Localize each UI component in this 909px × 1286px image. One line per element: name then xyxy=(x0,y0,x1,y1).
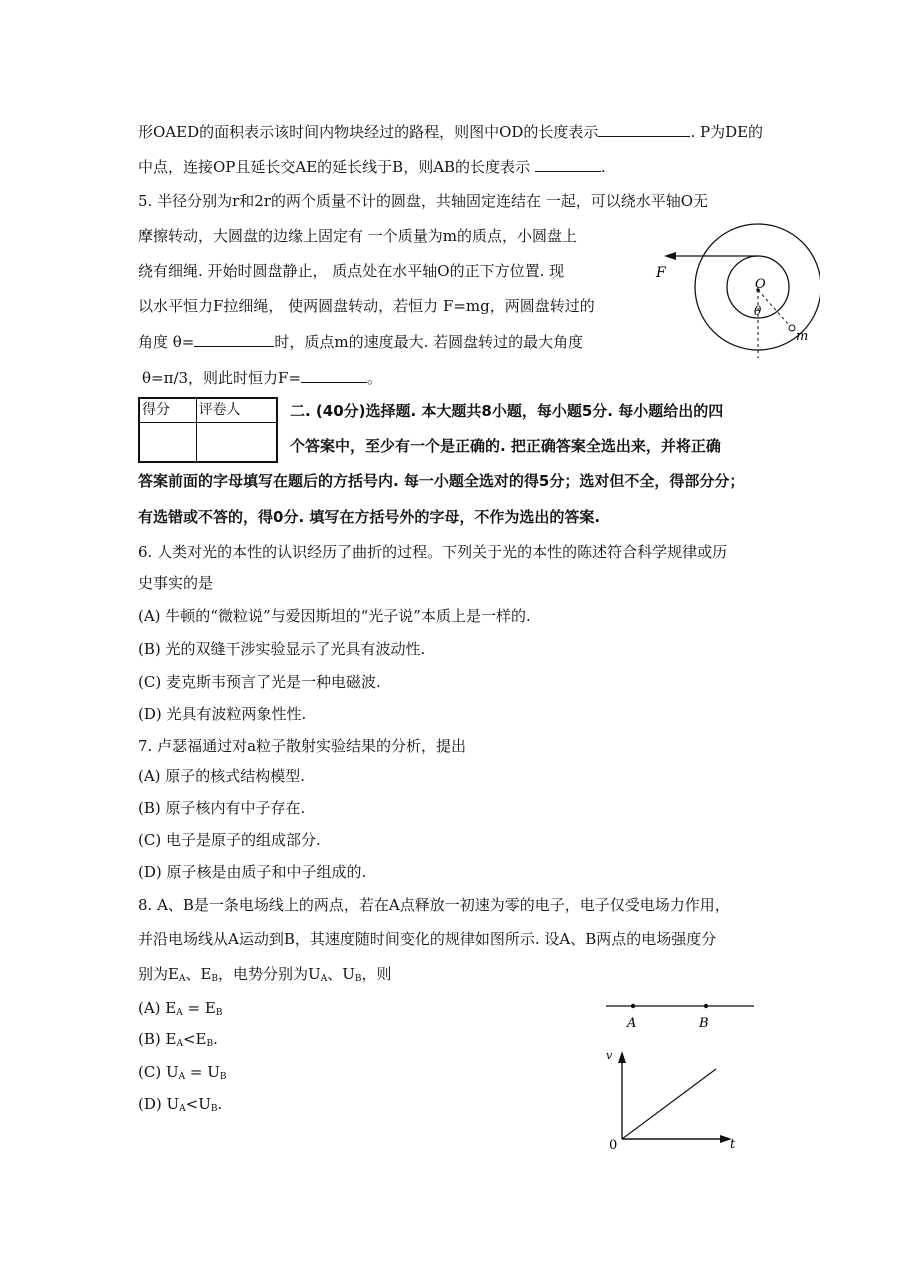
subscript-a: A xyxy=(176,1008,183,1018)
force-arrowhead xyxy=(664,252,676,260)
q8-option-d xyxy=(138,1095,222,1118)
q5-text: 。 xyxy=(367,369,383,387)
q8-text: ，电势分别为U xyxy=(218,965,321,983)
score-header: 得分 xyxy=(139,398,196,422)
q5-line-4: 以水平恒力F拉细绳， 使两圆盘转动，若恒力 F=mg，两圆盘转过的 xyxy=(138,297,595,315)
grader-cell[interactable] xyxy=(196,422,277,462)
label-F: F xyxy=(656,265,666,281)
section2-line-2: 个答案中，至少有一个是正确的. 把正确答案全选出来，并将正确 xyxy=(290,437,721,455)
q6-option-b: (B) 光的双缝干涉实验显示了光具有波动性. xyxy=(138,640,426,658)
point-A xyxy=(631,1004,635,1008)
label-O: O xyxy=(755,277,766,292)
q4-line-2 xyxy=(138,157,606,176)
q7-option-a: (A) 原子的核式结构模型. xyxy=(138,767,306,785)
q4-text: 形OAED的面积表示该时间内物块经过的路程，则图中OD的长度表示 xyxy=(138,123,599,141)
subscript-a: A xyxy=(179,1104,186,1114)
velocity-line xyxy=(622,1069,716,1139)
section2-line-3: 答案前面的字母填写在题后的方括号内. 每一小题全选对的得5分；选对但不全，得部分分； xyxy=(138,472,745,490)
label-B: B xyxy=(699,1016,709,1031)
score-table xyxy=(138,397,278,463)
q8-text: 别为E xyxy=(138,965,179,983)
score-cell[interactable] xyxy=(139,422,196,462)
q7-option-b: (B) 原子核内有中子存在. xyxy=(138,799,306,817)
section2-line-1: 二. (40分)选择题. 本大题共8小题，每小题5分. 每小题给出的四 xyxy=(290,402,724,420)
q8-text: (D) U xyxy=(138,1095,180,1113)
q5-line-6 xyxy=(142,368,382,387)
answer-blank[interactable] xyxy=(301,368,367,383)
label-v: v xyxy=(606,1049,613,1062)
q7-line-1: 7. 卢瑟福通过对a粒子散射实验结果的分析，提出 xyxy=(138,737,467,755)
label-A: A xyxy=(627,1016,637,1031)
q4-line-1 xyxy=(138,122,763,141)
q8-line-3 xyxy=(138,965,391,988)
subscript-a: A xyxy=(176,1039,183,1049)
q6-line-2: 史事实的是 xyxy=(138,574,214,592)
q8-text: (C) U xyxy=(138,1063,179,1081)
q5-text: θ=π/3，则此时恒力F= xyxy=(142,369,302,387)
subscript-a: A xyxy=(320,974,328,984)
q8-line-2: 并沿电场线从A运动到B，其速度随时间变化的规律如图所示. 设A、B两点的电场强度分 xyxy=(138,930,717,948)
answer-blank[interactable] xyxy=(598,122,690,137)
q7-option-d: (D) 原子核是由质子和中子组成的. xyxy=(138,863,367,881)
q8-text: <U xyxy=(185,1095,211,1113)
subscript-b: B xyxy=(206,1039,214,1049)
q4-text: 中点，连接OP且延长交AE的延长线于B，则AB的长度表示 xyxy=(138,158,531,176)
q8-text: 、U xyxy=(327,965,355,983)
subscript-b: B xyxy=(210,1104,218,1114)
q8-option-c xyxy=(138,1063,226,1086)
section2-line-4: 有选错或不答的，得0分. 填写在方括号外的字母，不作为选出的答案. xyxy=(138,508,601,526)
q7-option-c: (C) 电子是原子的组成部分. xyxy=(138,831,321,849)
q8-text: <E xyxy=(182,1030,207,1048)
q8-text: . xyxy=(217,1095,223,1113)
disc-figure xyxy=(650,215,820,360)
mass-point xyxy=(789,325,795,331)
q5-text: 时，质点m的速度最大. 若圆盘转过的最大角度 xyxy=(274,333,584,351)
label-theta: θ xyxy=(754,304,762,318)
v-axis-arrowhead xyxy=(618,1051,626,1063)
q8-option-b xyxy=(138,1030,218,1053)
q5-line-5 xyxy=(138,332,583,351)
subscript-b: B xyxy=(219,1072,227,1082)
subscript-a: A xyxy=(178,974,186,984)
q8-line-1: 8. A、B是一条电场线上的两点，若在A点释放一初速为零的电子，电子仅受电场力作用， xyxy=(138,896,730,914)
q8-text: . xyxy=(213,1030,218,1048)
q5-line-1: 5. 半径分别为r和2r的两个质量不计的圆盘，共轴固定连结在 一起，可以绕水平轴O无 xyxy=(138,192,709,210)
label-m: m xyxy=(796,329,809,344)
subscript-b: B xyxy=(211,974,219,984)
grader-header: 评卷人 xyxy=(196,398,277,422)
radius-to-mass xyxy=(758,290,789,325)
answer-blank[interactable] xyxy=(535,157,601,172)
q8-text: = E xyxy=(182,999,216,1017)
q4-text: . xyxy=(600,158,606,176)
q8-text: (A) E xyxy=(138,999,177,1017)
subscript-b: B xyxy=(354,974,362,984)
q6-option-c: (C) 麦克斯韦预言了光是一种电磁波. xyxy=(138,673,381,691)
q6-option-d: (D) 光具有波粒两象性性. xyxy=(138,705,307,723)
q6-line-1: 6. 人类对光的本性的认识经历了曲折的过程。下列关于光的本性的陈述符合科学规律或历 xyxy=(138,543,728,561)
q5-line-3: 绕有细绳. 开始时圆盘静止， 质点处在水平轴O的正下方位置. 现 xyxy=(138,262,565,280)
field-figure xyxy=(600,995,770,1175)
subscript-b: B xyxy=(215,1008,223,1018)
q5-text: 角度 θ= xyxy=(138,333,195,351)
q6-option-a: (A) 牛顿的“微粒说”与爱因斯坦的“光子说”本质上是一样的. xyxy=(138,607,531,625)
q5-line-2: 摩擦转动，大圆盘的边缘上固定有 一个质量为m的质点，小圆盘上 xyxy=(138,227,577,245)
q8-option-a xyxy=(138,999,222,1022)
point-B xyxy=(704,1004,708,1008)
answer-blank[interactable] xyxy=(194,332,274,347)
label-t: t xyxy=(730,1137,736,1152)
q8-text: ，则 xyxy=(361,965,392,983)
q8-text: (B) E xyxy=(138,1030,177,1048)
q8-text: = U xyxy=(185,1063,220,1081)
label-origin: 0 xyxy=(609,1138,618,1153)
subscript-a: A xyxy=(178,1072,186,1082)
q4-text: . P为DE的 xyxy=(690,123,764,141)
q8-text: 、E xyxy=(185,965,212,983)
